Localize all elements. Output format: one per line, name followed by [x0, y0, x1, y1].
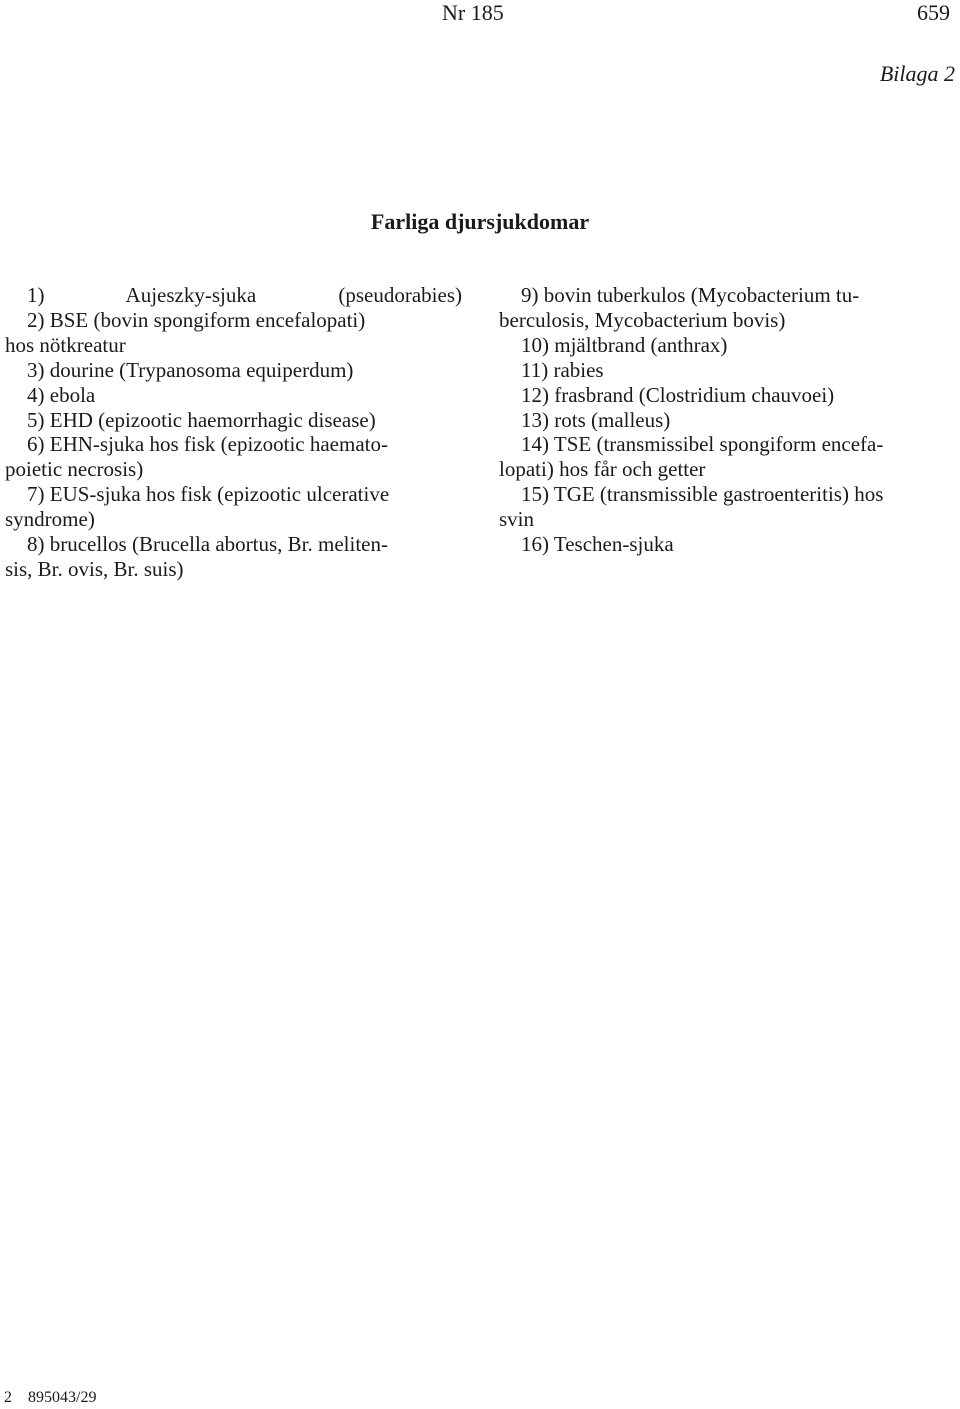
list-item-4: 4) ebola [27, 382, 96, 407]
page-number: 659 [917, 0, 950, 25]
appendix-label: Bilaga 2 [879, 61, 955, 86]
list-item-5: 5) EHD (epizootic haemorrhagic disease) [27, 407, 376, 432]
list-item-10: 10) mjältbrand (anthrax) [521, 332, 728, 357]
list-item-7: 7) EUS-sjuka hos fisk (epizootic ulcerative syndrome) [5, 482, 390, 532]
list-item-2: 2) BSE (bovin spongiform encefalopati) hos nötkreatur [5, 307, 366, 357]
list-item-14: 14) TSE (transmissibel spongiform encefa- lopati) hos får och getter [499, 432, 884, 482]
footer-sheet-number: 2 [4, 1389, 12, 1406]
list-item-13: 13) rots (malleus) [521, 407, 671, 432]
list-item-9: 9) bovin tuberkulos (Mycobacterium tu- berculosis, Mycobacterium bovis) [499, 283, 860, 332]
list-item-8: 8) brucellos (Brucella abortus, Br. meliten- sis, Br. ovis, Br. suis) [5, 532, 388, 581]
page-title: Farliga djursjukdomar [370, 209, 590, 234]
list-item-12: 12) frasbrand (Clostridium chauvoei) [521, 382, 835, 407]
list-item-1: 1) Aujeszky-sjuka (pseudorabies) [27, 283, 462, 307]
list-item-15: 15) TGE (transmissible gastroenteritis) hos svin [499, 482, 884, 532]
disease-list-left-column [5, 283, 462, 582]
page-footer [4, 1388, 96, 1408]
footer-print-code: 895043/29 [28, 1389, 97, 1406]
document-number: Nr 185 [442, 0, 504, 25]
list-item-6: 6) EHN-sjuka hos fisk (epizootic haemato- poietic necrosis) [5, 432, 388, 482]
list-item-3: 3) dourine (Trypanosoma equiperdum) [27, 357, 354, 382]
disease-list-right-column [499, 283, 956, 557]
list-item-16: 16) Teschen-sjuka [521, 532, 674, 557]
list-item-11: 11) rabies [521, 357, 604, 382]
